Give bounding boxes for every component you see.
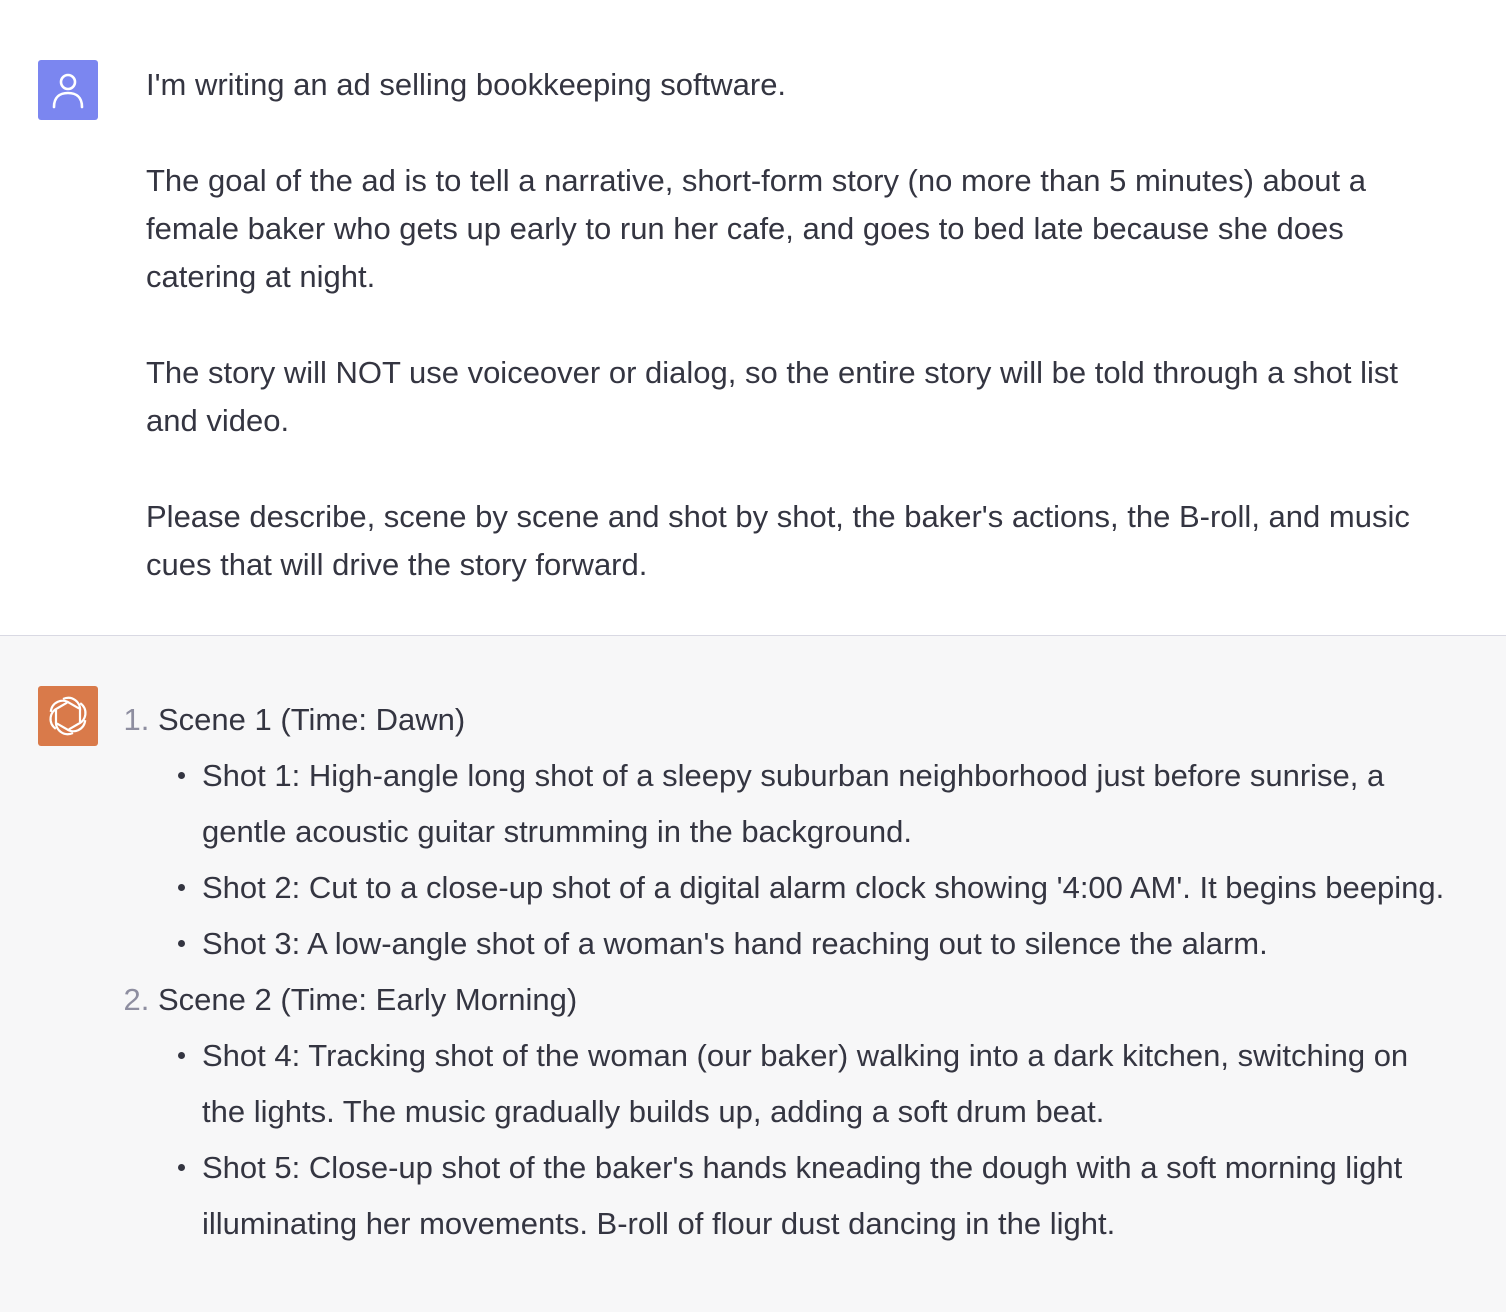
scene-title: Scene 1 (Time: Dawn) [158, 702, 466, 737]
user-message-text [146, 61, 1456, 589]
user-message-row [0, 0, 1506, 636]
user-paragraph: Please describe, scene by scene and shot by shot, the baker's actions, the B-roll, and music cues that will drive the story forward. [146, 499, 1410, 582]
scene-title: Scene 2 (Time: Early Morning) [158, 982, 578, 1017]
shot-item: Shot 4: Tracking shot of the woman (our baker) walking into a dark kitchen, switching on the lights. The music gradually builds up, adding a soft drum beat. [202, 1028, 1450, 1140]
shot-list [158, 748, 1450, 972]
assistant-message-row [0, 636, 1506, 1312]
shot-item: Shot 5: Close-up shot of the baker's hands kneading the dough with a soft morning light illuminating her movements. B-roll of flour dust dancing in the light. [202, 1140, 1450, 1252]
shot-item: Shot 3: A low-angle shot of a woman's hand reaching out to silence the alarm. [202, 916, 1450, 972]
user-paragraph: I'm writing an ad selling bookkeeping software. [146, 67, 787, 102]
user-paragraph: The goal of the ad is to tell a narrative, short-form story (no more than 5 minutes) about a female baker who gets up early to run her cafe, and goes to bed late because she does catering at night. [146, 163, 1366, 294]
user-icon [51, 71, 85, 109]
openai-logo-icon [46, 694, 90, 738]
shot-item: Shot 1: High-angle long shot of a sleepy suburban neighborhood just before sunrise, a gentle acoustic guitar strumming in the background. [202, 748, 1450, 860]
shot-list [158, 1028, 1450, 1252]
shot-item: Shot 2: Cut to a close-up shot of a digital alarm clock showing '4:00 AM'. It begins beeping. [202, 860, 1450, 916]
user-avatar [38, 60, 98, 120]
user-paragraph: The story will NOT use voiceover or dialog, so the entire story will be told through a shot list and video. [146, 355, 1399, 438]
scene-item [158, 692, 1450, 972]
scene-item [158, 972, 1450, 1252]
assistant-message-text [110, 692, 1450, 1252]
scene-list [110, 692, 1450, 1252]
assistant-avatar [38, 686, 98, 746]
